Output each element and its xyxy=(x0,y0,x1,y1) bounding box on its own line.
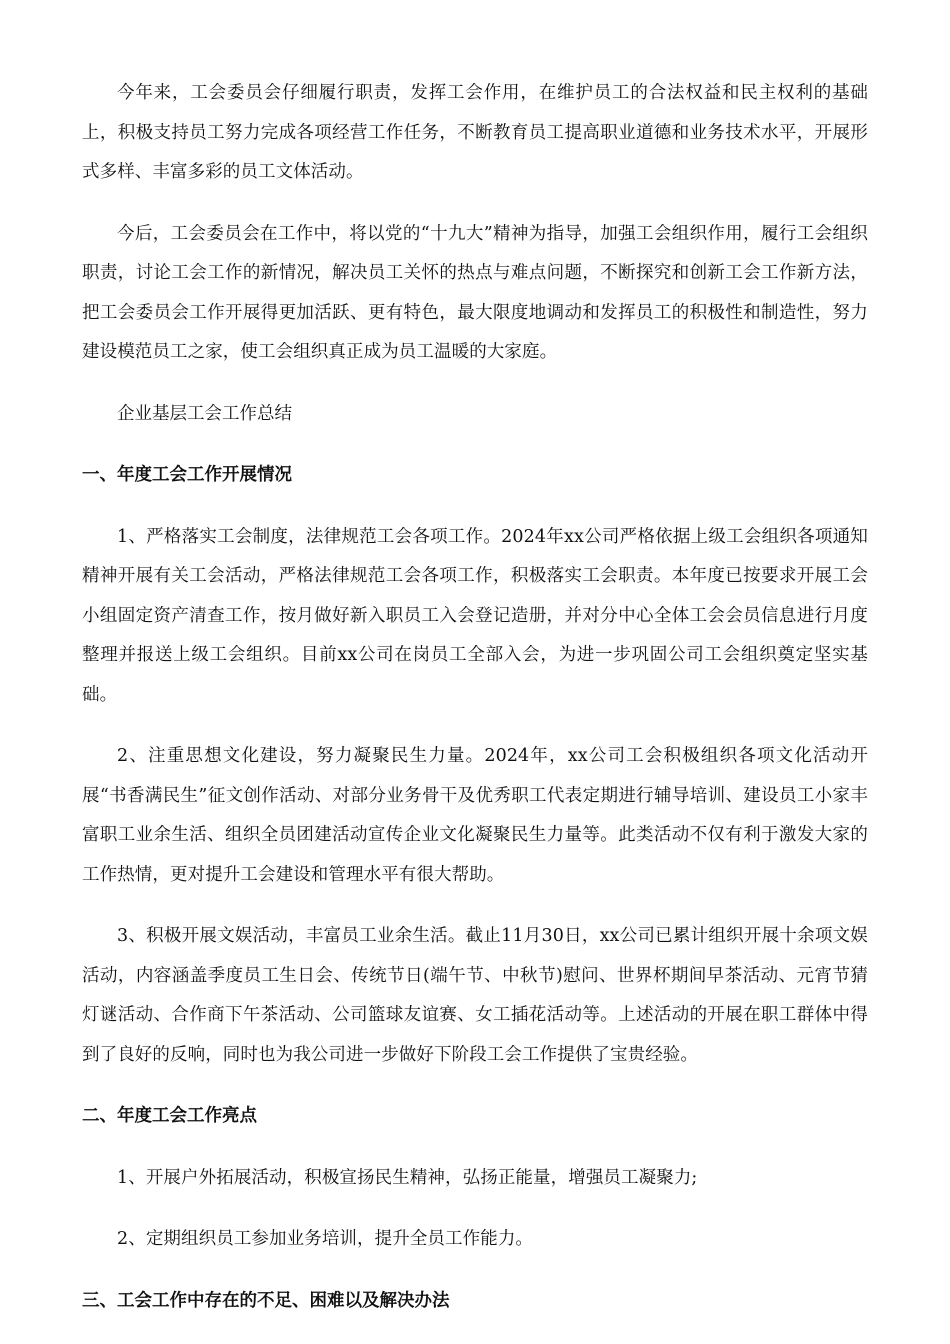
paragraph-outlook: 今后，工会委员会在工作中，将以党的“十九大”精神为指导，加强工会组织作用，履行工会组织职责，讨论工会工作的新情况，解决员工关怀的热点与难点问题，不断探究和创新工会工作新方法，把工会委员会工作开展得更加活跃、更有特色，最大限度地调动和发挥员工的积极性和制造性，努力建设模范员工之家，使工会组织真正成为员工温暖的大家庭。 xyxy=(82,223,868,362)
section-heading-2: 二、年度工会工作亮点 xyxy=(82,1106,257,1126)
section2-item-2: 2、定期组织员工参加业务培训，提升全员工作能力。 xyxy=(117,1229,534,1249)
section1-item-1: 1、严格落实工会制度，法律规范工会各项工作。2024年xx公司严格依据上级工会组织各项通知精神开展有关工会活动，严格法律规范工会各项工作，积极落实工会职责。本年度已按要求开展工会小组固定资产清查工作，按月做好新入职员工入会登记造册，并对分中心全体工会会员信息进行月度整理并报送上级工会组织。目前xx公司在岗员工全部入会，为进一步巩固公司工会组织奠定坚实基础。 xyxy=(82,526,868,705)
paragraph-intro: 今年来，工会委员会仔细履行职责，发挥工会作用，在维护员工的合法权益和民主权利的基础上，积极支持员工努力完成各项经营工作任务，不断教育员工提高职业道德和业务技术水平，开展形式多样、丰富多彩的员工文体活动。 xyxy=(82,83,868,182)
section1-item-2: 2、注重思想文化建设，努力凝聚民生力量。2024年，xx公司工会积极组织各项文化活动开展“书香满民生”征文创作活动、对部分业务骨干及优秀职工代表定期进行辅导培训、建设员工小家丰富职工业余生活、组织全员团建活动宣传企业文化凝聚民生力量等。此类活动不仅有利于激发大家的工作热情，更对提升工会建设和管理水平有很大帮助。 xyxy=(82,746,868,885)
section2-item-1: 1、开展户外拓展活动，积极宣扬民生精神，弘扬正能量，增强员工凝聚力; xyxy=(117,1167,698,1188)
section-heading-1: 一、年度工会工作开展情况 xyxy=(82,465,292,485)
section-heading-3: 三、工会工作中存在的不足、困难以及解决办法 xyxy=(82,1290,450,1311)
section1-item-3: 3、积极开展文娱活动，丰富员工业余生活。截止11月30日，xx公司已累计组织开展十余项文娱活动，内容涵盖季度员工生日会、传统节日(端午节、中秋节)慰问、世界杯期间早茶活动、元宵节猜灯谜活动、合作商下午茶活动、公司篮球友谊赛、女工插花活动等。上述活动的开展在职工群体中得到了良好的反响，同时也为我公司进一步做好下阶段工会工作提供了宝贵经验。 xyxy=(82,926,868,1065)
document-subtitle: 企业基层工会工作总结 xyxy=(117,403,292,424)
document-page xyxy=(82,74,868,1343)
